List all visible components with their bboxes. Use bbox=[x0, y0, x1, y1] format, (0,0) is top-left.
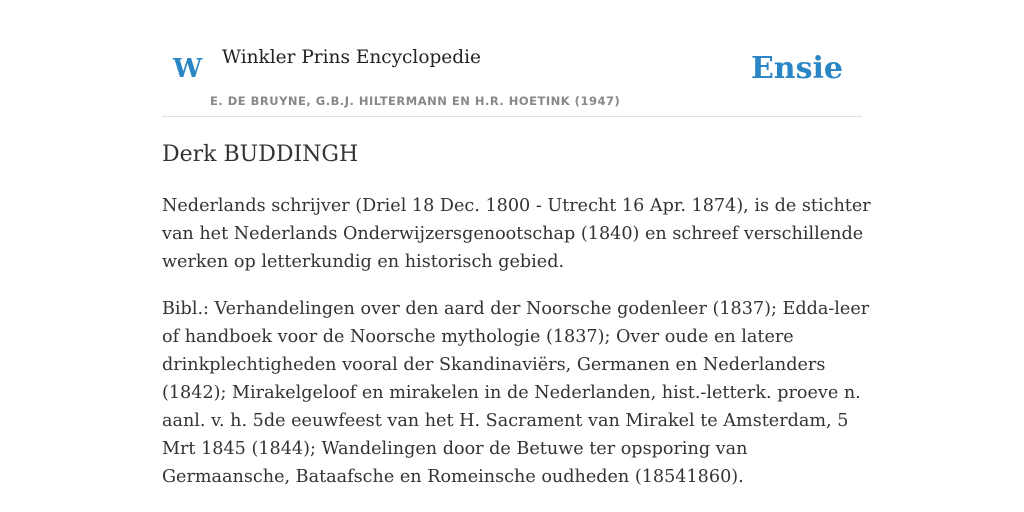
book-title[interactable]: Winkler Prins Encyclopedie bbox=[222, 47, 481, 68]
ensie-logo-link[interactable]: Ensie bbox=[750, 51, 843, 86]
entry-paragraph-description: Nederlands schrijver (Driel 18 Dec. 1800 - Utrecht 16 Apr. 1874), is de stichter van het Nederlands Onderwijzersgenootschap (1840) en schreef verschillende werken op letterkundig en historisch gebied. bbox=[162, 196, 871, 272]
entry-title: Derk BUDDINGH bbox=[162, 142, 359, 167]
winkler-prins-logo[interactable]: W bbox=[173, 54, 203, 84]
entry-paragraph-bibliography: Bibl.: Verhandelingen over den aard der Noorsche godenleer (1837); Edda-leer of handboek voor de Noorsche mythologie (1837); Over oude en latere drinkplechtigheden vooral der Skandinaviërs, Germanen en Nederlanders (1842); Mirakelgeloof en mirakelen in de Nederlanden, hist.-letterk. proeve n. aanl. v. h. 5de eeuwfeest van het H. Sacrament van Mirakel te Amsterdam, 5 Mrt 1845 (1844); Wandelingen door de Betuwe ter opsporing van Germaansche, Bataafsche en Romeinsche oudheden (18541860). bbox=[162, 299, 870, 487]
header bbox=[162, 0, 862, 117]
book-authors: E. DE BRUYNE, G.B.J. HILTERMANN EN H.R. HOETINK (1947) bbox=[210, 94, 621, 108]
